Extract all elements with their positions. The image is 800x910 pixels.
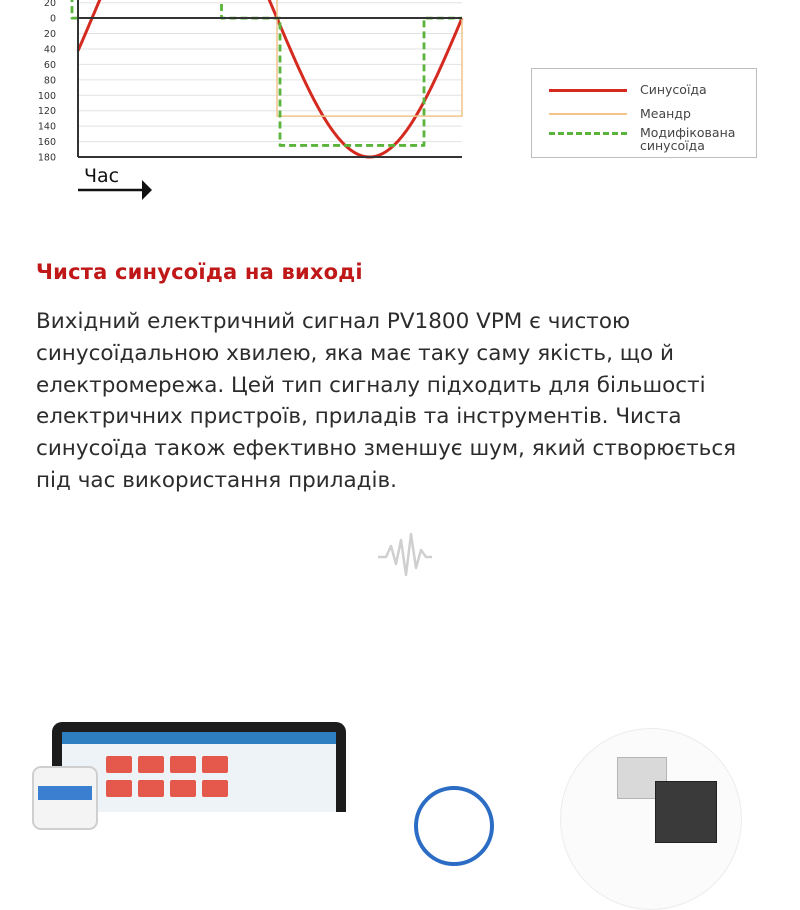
y-tick-label: 80 [43, 75, 56, 87]
legend-swatch-square [549, 113, 627, 115]
legend-label-modified-sine [640, 126, 735, 152]
y-tick-label: 160 [37, 137, 56, 149]
series-modified-sine [72, 0, 462, 145]
app-tile [138, 756, 164, 773]
module-device [655, 781, 717, 843]
y-tick-label: 120 [37, 106, 56, 118]
app-tile [170, 780, 196, 797]
laptop-app-header [62, 732, 336, 744]
pulse-divider [0, 520, 800, 590]
legend-swatch-sine [549, 89, 627, 92]
legend-label-modified-line2: синусоїда [640, 138, 705, 153]
y-tick-label: 40 [43, 44, 56, 56]
legend-label-modified-line1: Модифікована [640, 125, 736, 140]
chart-series [72, 0, 462, 157]
y-tick-label: 20 [43, 0, 56, 10]
y-tick-label: 0 [49, 13, 56, 25]
y-tick-label: 100 [37, 90, 56, 102]
app-tile [106, 756, 132, 773]
pulse-icon [378, 534, 432, 575]
app-tile [170, 756, 196, 773]
y-tick-label: 140 [37, 121, 56, 133]
section-body: Вихідний електричний сигнал PV1800 VPM є чистою синусоїдальною хвилею, яка має таку саму якість, що й електромережа. Цей тип сигналу підходить для більшості електричних пристроїв, приладів та інструментів. Чиста синусоїда також ефективно зменшує шум, який створюється під час використання приладів. [36, 309, 737, 493]
app-tile [202, 780, 228, 797]
wifi-disc-illustration [414, 786, 494, 866]
legend-label-square: Меандр [640, 106, 691, 121]
legend-swatch-modified-sine [549, 132, 627, 135]
chart-legend [531, 68, 757, 158]
time-axis-label: Час [84, 165, 120, 187]
laptop-screen-content [62, 732, 336, 812]
series-sine [78, 0, 462, 157]
y-tick-label: 180 [37, 152, 56, 164]
y-tick-label: 60 [43, 59, 56, 71]
app-tile [106, 780, 132, 797]
section-title: Чиста синусоїда на виході [36, 260, 363, 284]
phone-illustration [32, 766, 98, 830]
device-circle-illustration [560, 728, 742, 910]
y-tick-label: 20 [43, 29, 56, 41]
app-tile [202, 756, 228, 773]
y-axis-ticks [38, 0, 56, 164]
app-tile [138, 780, 164, 797]
legend-label-sine: Синусоїда [640, 82, 707, 97]
phone-app-header [38, 786, 92, 800]
